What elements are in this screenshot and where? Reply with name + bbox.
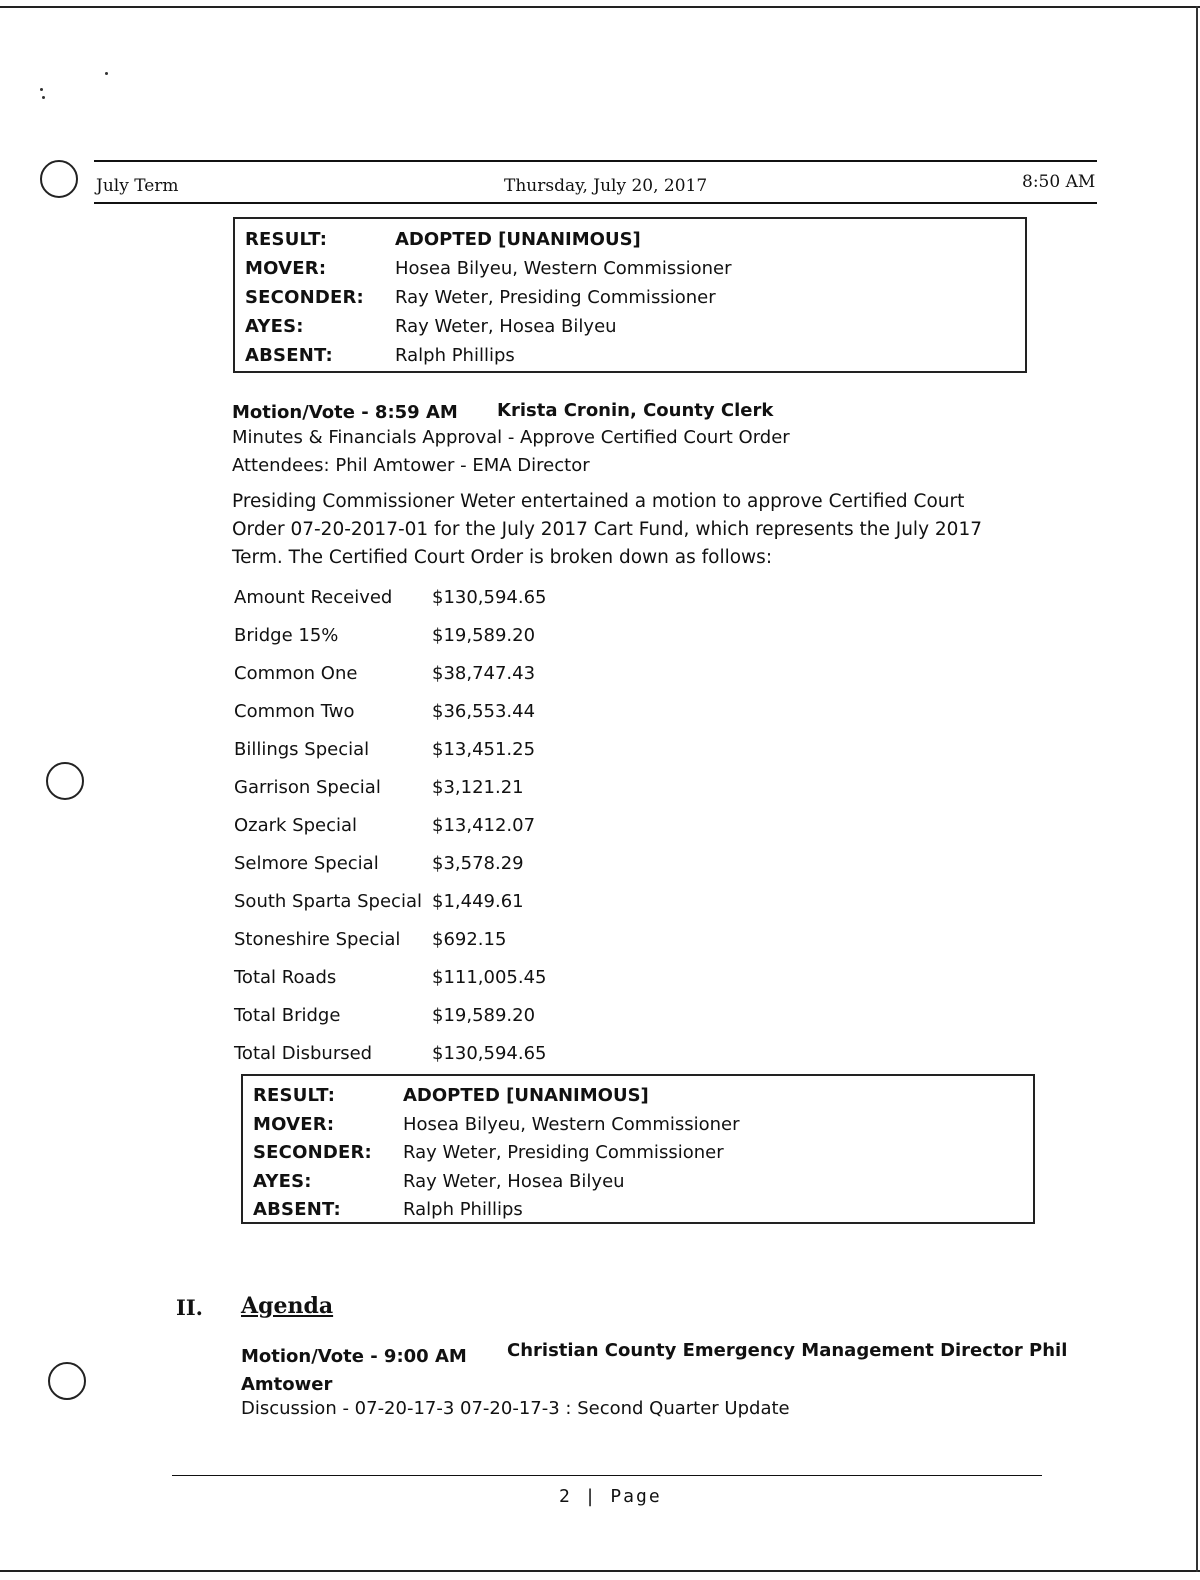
financial-label: Billings Special xyxy=(234,739,370,760)
vote-result-box xyxy=(233,217,1027,373)
scan-right-edge xyxy=(1196,6,1198,1572)
financial-label: Stoneshire Special xyxy=(234,929,401,950)
vote-value: Ray Weter, Presiding Commissioner xyxy=(403,1142,724,1163)
vote-row-mover xyxy=(243,1114,1033,1142)
financial-value: $13,451.25 xyxy=(432,739,536,760)
financial-label: Total Disbursed xyxy=(234,1043,373,1064)
financial-value: $36,553.44 xyxy=(432,701,536,722)
vote-label: RESULT: xyxy=(253,1085,336,1106)
motion-attendees: Attendees: Phil Amtower - EMA Director xyxy=(232,455,590,476)
page-number: 2 | Page xyxy=(559,1486,662,1507)
motion-discussion: Discussion - 07-20-17-3 07-20-17-3 : Second Quarter Update xyxy=(241,1398,790,1419)
vote-value: Ray Weter, Presiding Commissioner xyxy=(395,287,716,308)
financial-value: $130,594.65 xyxy=(432,587,547,608)
financial-label: Garrison Special xyxy=(234,777,381,798)
financial-value: $13,412.07 xyxy=(432,815,536,836)
scan-speck xyxy=(42,96,45,99)
financial-value: $130,594.65 xyxy=(432,1043,547,1064)
financial-label: Total Bridge xyxy=(234,1005,341,1026)
header-bottom-rule xyxy=(94,202,1097,204)
vote-value: Ralph Phillips xyxy=(403,1199,523,1220)
financial-label: Total Roads xyxy=(234,967,337,988)
vote-label: AYES: xyxy=(245,316,304,337)
financial-value: $3,121.21 xyxy=(432,777,524,798)
financial-value: $1,449.61 xyxy=(432,891,524,912)
binder-hole-icon xyxy=(40,160,78,198)
motion-presenter: Christian County Emergency Management Director Phil xyxy=(507,1340,1068,1361)
vote-row-absent xyxy=(235,345,1025,373)
financial-value: $3,578.29 xyxy=(432,853,524,874)
motion-subject: Minutes & Financials Approval - Approve Certified Court Order xyxy=(232,427,790,448)
vote-row-result xyxy=(235,229,1025,257)
financial-value: $19,589.20 xyxy=(432,625,536,646)
vote-row-result xyxy=(243,1085,1033,1113)
section-number: II. xyxy=(176,1295,203,1320)
motion-presenter: Krista Cronin, County Clerk xyxy=(497,400,774,421)
motion-presenter-continued: Amtower xyxy=(241,1374,333,1395)
term-label: July Term xyxy=(96,176,179,196)
vote-label: AYES: xyxy=(253,1171,312,1192)
vote-value: Hosea Bilyeu, Western Commissioner xyxy=(403,1114,740,1135)
vote-row-ayes xyxy=(235,316,1025,344)
motion-paragraph: Presiding Commissioner Weter entertained a motion to approve Certified Court Order 07-20-2017-01 for the July 2017 Cart Fund, which represents the July 2017 Term. The Certified Court Order is broken down as follows: xyxy=(232,491,982,568)
motion-title: Motion/Vote - 8:59 AM xyxy=(232,402,458,423)
financial-value: $19,589.20 xyxy=(432,1005,536,1026)
binder-hole-icon xyxy=(46,762,84,800)
meeting-time: 8:50 AM xyxy=(1022,172,1096,192)
motion-title: Motion/Vote - 9:00 AM xyxy=(241,1346,467,1367)
financial-breakdown xyxy=(234,587,654,1067)
vote-label: RESULT: xyxy=(245,229,328,250)
financial-label: Common One xyxy=(234,663,358,684)
financial-label: Amount Received xyxy=(234,587,393,608)
vote-value: Ralph Phillips xyxy=(395,345,515,366)
scan-top-edge xyxy=(0,6,1200,8)
meeting-date: Thursday, July 20, 2017 xyxy=(504,176,708,196)
financial-label: Bridge 15% xyxy=(234,625,339,646)
vote-label: MOVER: xyxy=(245,258,327,279)
vote-row-absent xyxy=(243,1199,1033,1227)
footer-rule xyxy=(172,1475,1042,1476)
vote-value: Ray Weter, Hosea Bilyeu xyxy=(395,316,617,337)
binder-hole-icon xyxy=(48,1362,86,1400)
vote-result-box xyxy=(241,1074,1035,1224)
financial-value: $692.15 xyxy=(432,929,507,950)
vote-label: MOVER: xyxy=(253,1114,335,1135)
vote-row-ayes xyxy=(243,1171,1033,1199)
vote-value: Hosea Bilyeu, Western Commissioner xyxy=(395,258,732,279)
header-top-rule xyxy=(94,160,1097,162)
scan-speck xyxy=(105,72,108,75)
financial-label: Common Two xyxy=(234,701,355,722)
financial-value: $38,747.43 xyxy=(432,663,536,684)
vote-value: ADOPTED [UNANIMOUS] xyxy=(403,1085,649,1106)
scan-speck xyxy=(40,88,43,91)
financial-label: Selmore Special xyxy=(234,853,379,874)
vote-row-mover xyxy=(235,258,1025,286)
vote-value: ADOPTED [UNANIMOUS] xyxy=(395,229,641,250)
scan-bottom-edge xyxy=(0,1570,1200,1572)
vote-label: SECONDER: xyxy=(245,287,364,308)
vote-label: ABSENT: xyxy=(253,1199,341,1220)
vote-label: SECONDER: xyxy=(253,1142,372,1163)
section-title: Agenda xyxy=(241,1293,334,1319)
financial-value: $111,005.45 xyxy=(432,967,547,988)
financial-label: Ozark Special xyxy=(234,815,358,836)
vote-row-seconder xyxy=(235,287,1025,315)
vote-row-seconder xyxy=(243,1142,1033,1170)
vote-value: Ray Weter, Hosea Bilyeu xyxy=(403,1171,625,1192)
vote-label: ABSENT: xyxy=(245,345,333,366)
financial-label: South Sparta Special xyxy=(234,891,422,912)
